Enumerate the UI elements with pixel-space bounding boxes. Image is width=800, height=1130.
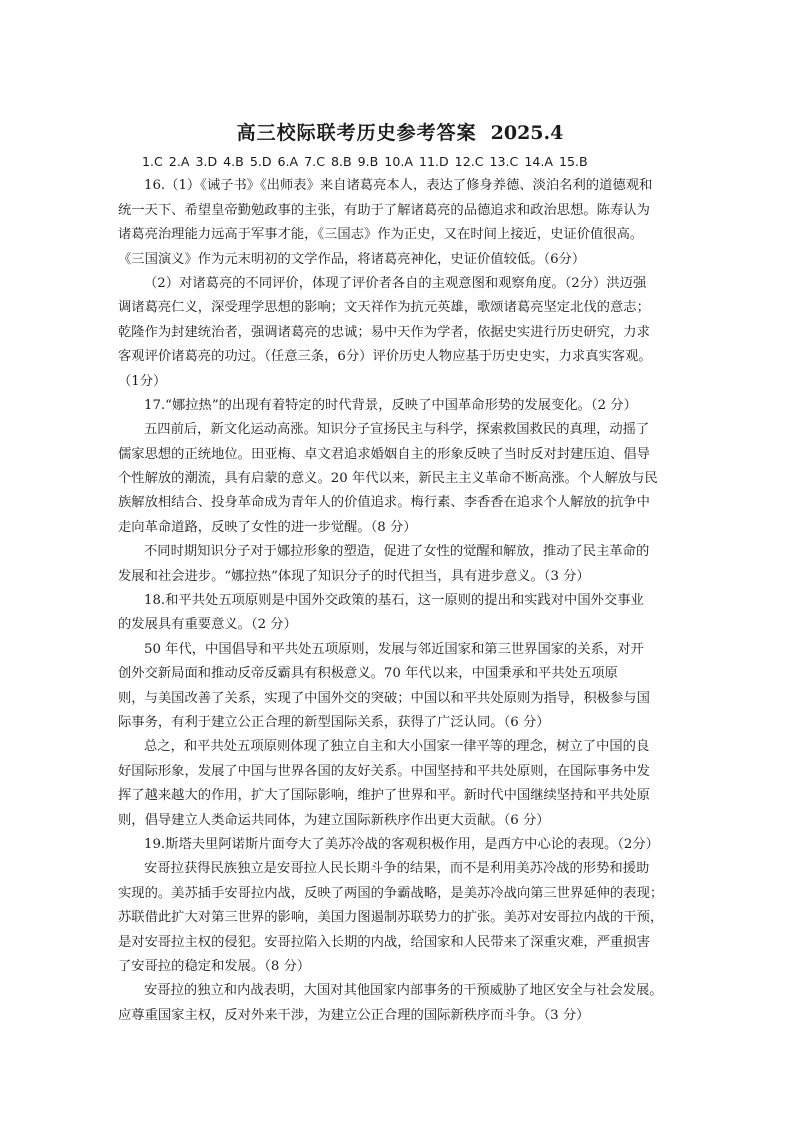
title-date: 2025.4 xyxy=(490,122,564,144)
text-line: 五四前后，新文化运动高涨。知识分子宣扬民主与科学，探索救国救民的真理，动摇了 xyxy=(144,422,650,438)
text-line: 则，倡导建立人类命运共同体，为建立国际新秩序作出更大贡献。（6 分） xyxy=(118,812,550,828)
text-line: 安哥拉的独立和内战表明，大国对其他国家内部事务的干预威胁了地区安全与社会发展。 xyxy=(144,983,663,999)
text-line: 走向革命道路，反映了女性的进一步觉醒。（8 分） xyxy=(118,519,417,535)
multiple-choice-answers: 1.C 2.A 3.D 4.B 5.D 6.A 7.C 8.B 9.B 10.A 11.D 12.C 13.C 14.A 15.B xyxy=(142,154,588,169)
text-line: 了安哥拉的稳定和发展。（8 分） xyxy=(118,958,311,974)
text-line: 统一天下、希望皇帝勤勉政事的主张，有助于了解诸葛亮的品德追求和政治思想。陈寿认为 xyxy=(118,202,650,218)
page-title xyxy=(0,118,800,145)
q18 xyxy=(118,589,683,833)
text-line: 是对安哥拉主权的侵犯。安哥拉陷入长期的内战，给国家和人民带来了深重灾难，严重损害 xyxy=(118,934,650,950)
answer-body xyxy=(118,150,683,1028)
text-line: 客观评价诸葛亮的功过。（任意三条，6分）评价历史人物应基于历史史实，力求真实客观。 xyxy=(118,349,652,365)
text-line: 安哥拉获得民族独立是安哥拉人民长期斗争的结果，而不是利用美苏冷战的形势和援助 xyxy=(144,861,650,877)
text-line: 个性解放的潮流，具有启蒙的意义。20 年代以来，新民主主义革命不断高涨。个人解放与民 xyxy=(118,471,658,487)
text-line: （1分） xyxy=(118,373,167,389)
text-line: 苏联借此扩大对第三世界的影响，美国力图遏制苏联势力的扩张。美苏对安哥拉内战的干预， xyxy=(118,910,664,926)
text-line: 的发展具有重要意义。（2 分） xyxy=(118,617,297,633)
text-line: 《三国演义》作为元末明初的文学作品，将诸葛亮神化，史证价值较低。（6分） xyxy=(118,251,586,267)
text-line: 挥了越来越大的作用，扩大了国际影响，维护了世界和平。新时代中国继续坚持和平共处原 xyxy=(118,788,650,804)
q16-part2 xyxy=(118,272,683,394)
text-line: 发展和社会进步。“娜拉热”体现了知识分子的时代担当，具有进步意义。（3 分） xyxy=(118,568,590,584)
text-line: 则，与美国改善了关系，实现了中国外交的突破；中国以和平共处原则为指导，积极参与国 xyxy=(118,690,650,706)
text-line: 总之，和平共处五项原则体现了独立自主和大小国家一律平等的理念，树立了中国的良 xyxy=(144,739,650,755)
q17 xyxy=(118,394,683,589)
text-line: 19.斯塔夫里阿诺斯片面夸大了美苏冷战的客观积极作用，是西方中心论的表现。（2分） xyxy=(144,836,659,852)
q19 xyxy=(118,833,683,1028)
text-line: 18.和平共处五项原则是中国外交政策的基石，这一原则的提出和实践对中国外交事业 xyxy=(144,593,644,609)
text-line: 不同时期知识分子对于娜拉形象的塑造，促进了女性的觉醒和解放，推动了民主革命的 xyxy=(144,544,650,560)
text-line: 族解放相结合、投身革命成为青年人的价值追求。梅行素、李香香在追求个人解放的抗争中 xyxy=(118,495,650,511)
text-line: 儒家思想的正统地位。田亚梅、卓文君追求婚姻自主的形象反映了当时反对封建压迫、倡导 xyxy=(118,446,650,462)
text-line: 好国际形象，发展了中国与世界各国的友好关系。中国坚持和平共处原则，在国际事务中发 xyxy=(118,763,650,779)
text-line: 诸葛亮治理能力远高于军事才能，《三国志》作为正史，又在时间上接近，史证价值很高。 xyxy=(118,227,644,243)
text-line: 50 年代，中国倡导和平共处五项原则，发展与邻近国家和第三世界国家的关系，对开 xyxy=(144,641,644,657)
text-line: 应尊重国家主权，反对外来干涉，为建立公正合理的国际新秩序而斗争。（3 分） xyxy=(118,1007,590,1023)
text-line: 调诸葛亮仁义，深受理学思想的影响；文天祥作为抗元英雄，歌颂诸葛亮坚定北伐的意志； xyxy=(118,300,650,316)
text-line: 际事务，有利于建立公正合理的新型国际关系，获得了广泛认同。（6 分） xyxy=(118,714,550,730)
title-text: 高三校际联考历史参考答案 xyxy=(236,122,477,144)
text-line: 乾隆作为封建统治者，强调诸葛亮的忠诚；易中天作为学者，依据史实进行历史研究，力求 xyxy=(118,324,650,340)
text-line: 实现的。美苏插手安哥拉内战，反映了两国的争霸战略，是美苏冷战向第三世界延伸的表现； xyxy=(118,885,664,901)
text-line: 16.（1）《诫子书》《出师表》来自诸葛亮本人，表达了修身养德、淡泊名利的道德观和 xyxy=(144,178,653,194)
text-line: 17.“娜拉热”的出现有着特定的时代背景，反映了中国革命形势的发展变化。（2 分） xyxy=(144,397,637,413)
text-line: （2）对诸葛亮的不同评价，体现了评价者各自的主观意图和观察角度。（2分）洪迈强 xyxy=(144,275,647,291)
text-line: 创外交新局面和推动反帝反霸具有积极意义。70 年代以来，中国秉承和平共处五项原 xyxy=(118,666,618,682)
q16-part1 xyxy=(118,174,683,272)
